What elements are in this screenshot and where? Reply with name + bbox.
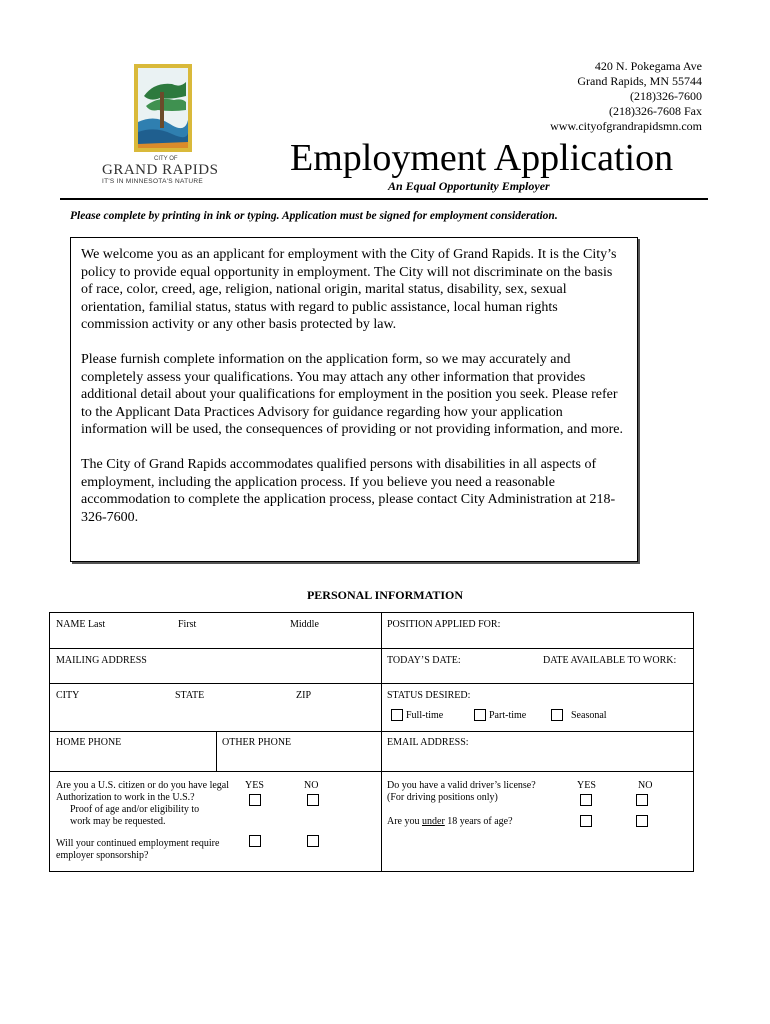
address-line2: Grand Rapids, MN 55744 — [577, 74, 702, 88]
citizen-question-line1: Are you a U.S. citizen or do you have legal — [56, 780, 230, 791]
citizen-yes-checkbox[interactable] — [249, 794, 261, 806]
part-time-label: Part-time — [489, 710, 527, 721]
status-desired-field — [382, 684, 694, 732]
home-phone-label: HOME PHONE — [56, 737, 122, 748]
dates-field[interactable] — [382, 649, 694, 684]
sponsor-question-line1: Will your continued employment require — [56, 838, 220, 849]
todays-date-label: TODAY’S DATE: — [387, 655, 461, 666]
phone: (218)326-7600 — [630, 89, 702, 103]
other-phone-field[interactable] — [217, 732, 382, 772]
sponsor-question-line2: employer sponsorship? — [56, 850, 149, 861]
citizenship-questions — [50, 772, 382, 872]
home-phone-field[interactable] — [50, 732, 217, 772]
name-first-label: First — [178, 619, 197, 630]
license-age-questions — [382, 772, 694, 872]
address-line1: 420 N. Pokegama Ave — [594, 59, 702, 73]
city-logo — [100, 62, 228, 188]
position-applied-label: POSITION APPLIED FOR: — [387, 619, 501, 630]
instructions: Please complete by printing in ink or typing. Application must be signed for employment consideration. — [70, 210, 558, 222]
citizen-question-line3: Proof of age and/or eligibility to — [70, 804, 200, 815]
citizen-no-label: NO — [304, 780, 319, 791]
state-label: STATE — [175, 690, 205, 701]
license-no-label: NO — [638, 780, 653, 791]
welcome-paragraph-3: The City of Grand Rapids accommodates qualified persons with disabilities in all aspects of employment, including the application process. If you believe you need a reasonable accommodation to complete the application process, please contact City Administration at 218-326-7600. — [81, 456, 616, 525]
city-state-zip-field[interactable] — [50, 684, 382, 732]
license-question-line1: Do you have a valid driver’s license? — [387, 780, 536, 791]
mailing-address-label: MAILING ADDRESS — [56, 655, 147, 666]
citizen-no-checkbox[interactable] — [307, 794, 319, 806]
welcome-paragraph-1: We welcome you as an applicant for employment with the City of Grand Rapids. It is the City’s policy to provide equal opportunity in employment. The City will not discriminate on the basis of race, color, creed, age, religion, national origin, marital status, disability, sex, sexual orientation, familial status, status with regard to public assistance, local human rights commission activity or any other basis protected by law. — [81, 247, 617, 333]
license-question-line2: (For driving positions only) — [387, 792, 498, 803]
website: www.cityofgrandrapidsmn.com — [550, 119, 702, 133]
citizen-question-line2: Authorization to work in the U.S.? — [56, 792, 195, 803]
seasonal-checkbox[interactable] — [551, 709, 563, 721]
fax: (218)326-7608 Fax — [609, 104, 702, 118]
full-time-checkbox[interactable] — [391, 709, 403, 721]
under18-post: 18 years of age? — [444, 816, 513, 827]
header-divider — [60, 198, 708, 200]
under18-underlined: under — [422, 816, 445, 827]
zip-label: ZIP — [296, 690, 311, 701]
citizen-question-line4: work may be requested. — [70, 816, 166, 827]
welcome-paragraph-2: Please furnish complete information on the application form, so we may accurately and completely assess your qualifications. You may attach any other information that provides additional detail about your qualifications for employment in the position you seek. Please refer to the Applicant Data Practices Advisory for guidance regarding how your application information will be used, the consequences of providing or not providing information, and more. — [81, 351, 623, 438]
sponsor-yes-checkbox[interactable] — [249, 835, 261, 847]
license-yes-checkbox[interactable] — [580, 794, 592, 806]
seasonal-label: Seasonal — [571, 710, 607, 721]
email-field[interactable] — [382, 732, 694, 772]
mailing-address-field[interactable] — [50, 649, 382, 684]
name-middle-label: Middle — [290, 619, 319, 630]
part-time-checkbox[interactable] — [474, 709, 486, 721]
email-label: EMAIL ADDRESS: — [387, 737, 469, 748]
city-label: CITY — [56, 690, 80, 701]
under18-no-checkbox[interactable] — [636, 815, 648, 827]
page-subtitle: An Equal Opportunity Employer — [388, 179, 550, 193]
position-applied-field[interactable] — [382, 613, 694, 649]
logo-city-of: CITY OF — [154, 156, 178, 162]
section-heading-personal-info: PERSONAL INFORMATION — [306, 588, 464, 602]
sponsor-no-checkbox[interactable] — [307, 835, 319, 847]
logo-name: GRAND RAPIDS — [102, 162, 219, 178]
name-last-label: NAME Last — [56, 619, 106, 630]
under18-pre: Are you — [387, 816, 422, 827]
personal-info-form — [49, 612, 694, 872]
welcome-box — [70, 237, 638, 562]
under18-question — [387, 816, 513, 827]
under18-yes-checkbox[interactable] — [580, 815, 592, 827]
other-phone-label: OTHER PHONE — [222, 737, 292, 748]
citizen-yes-label: YES — [245, 780, 264, 791]
logo-tagline: IT'S IN MINNESOTA'S NATURE — [102, 178, 204, 185]
address-block — [550, 59, 702, 134]
name-field[interactable] — [50, 613, 382, 649]
license-yes-label: YES — [577, 780, 596, 791]
date-available-label: DATE AVAILABLE TO WORK: — [543, 655, 677, 666]
status-desired-label: STATUS DESIRED: — [387, 690, 471, 701]
license-no-checkbox[interactable] — [636, 794, 648, 806]
full-time-label: Full-time — [406, 710, 444, 721]
page-title: Employment Application — [290, 137, 674, 179]
